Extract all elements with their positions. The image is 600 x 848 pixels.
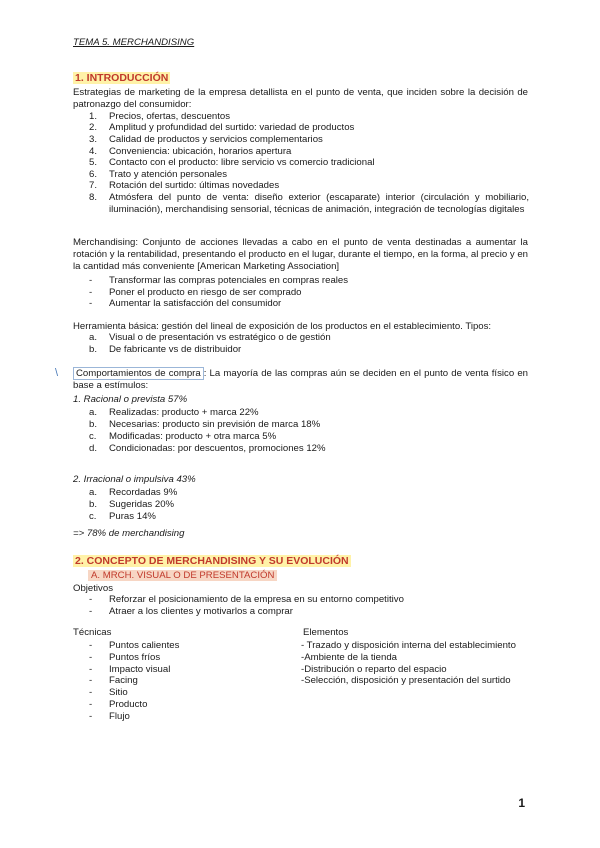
list-item-letter: c. — [89, 511, 97, 522]
dash-bullet: - — [89, 710, 93, 722]
list-item-letter: a. — [89, 487, 98, 498]
conclusion-text: => 78% de merchandising — [73, 528, 185, 539]
list-item-text: Puntos fríos — [109, 651, 161, 663]
list-item-letter: d. — [89, 443, 98, 454]
list-item-text: Rotación del surtido: últimas novedades — [109, 180, 280, 191]
list-item-letter: a. — [89, 407, 98, 418]
list-item-number: 1. — [89, 111, 98, 122]
list-item-text: Modificadas: producto + otra marca 5% — [109, 431, 277, 442]
list-item-text: Sitio — [109, 687, 128, 699]
dash-bullet: - — [89, 286, 93, 298]
list-item-text: Impacto visual — [109, 663, 171, 675]
tool-paragraph: Herramienta básica: gestión del lineal de exposición de los productos en el establecimiento. Tipos: — [73, 321, 492, 332]
irrational-label: 2. Irracional o impulsiva 43% — [73, 474, 196, 485]
list-item-number: 5. — [89, 157, 98, 168]
comment-marker-icon[interactable]: \ — [55, 367, 59, 379]
document-title: TEMA 5. MERCHANDISING — [73, 37, 195, 48]
list-item-text: Transformar las compras potenciales en compras reales — [109, 275, 349, 286]
rational-label: 1. Racional o prevista 57% — [73, 394, 188, 405]
list-item-text: Aumentar la satisfacción del consumidor — [109, 298, 282, 309]
list-item-text: Puntos calientes — [109, 640, 180, 651]
list-item-text: Necesarias: producto sin previsión de marca 18% — [109, 419, 321, 430]
list-item-text: Atmósfera del punto de venta: diseño exterior (escaparate) interior (circulación y mobiliario, iluminación), merchandising sensorial, técnicas de animación, integración de tecnologías digitales — [109, 192, 529, 215]
list-item-text: Atraer a los clientes y motivarlos a comprar — [109, 606, 293, 617]
element-item: -Ambiente de la tienda — [301, 651, 397, 663]
dash-bullet: - — [89, 275, 93, 286]
list-item-text: Facing — [109, 675, 138, 687]
purchase-behaviour-label[interactable]: Comportamientos de compra — [73, 367, 204, 380]
list-item-letter: b. — [89, 419, 98, 430]
list-item-text: Recordadas 9% — [109, 487, 178, 498]
list-item-text: Sugeridas 20% — [109, 499, 175, 510]
list-item-text: Condicionadas: por descuentos, promociones 12% — [109, 443, 326, 454]
list-item-text: Trato y atención personales — [109, 169, 228, 180]
list-item-number: 3. — [89, 134, 98, 145]
list-item-text: Realizadas: producto + marca 22% — [109, 407, 259, 418]
objectives-label: Objetivos — [73, 583, 113, 594]
dash-bullet: - — [89, 651, 93, 663]
list-item-text: Flujo — [109, 710, 130, 722]
list-item-text: Visual o de presentación vs estratégico o de gestión — [109, 332, 331, 343]
list-item-text: Amplitud y profundidad del surtido: variedad de productos — [109, 122, 355, 133]
element-item: - Trazado y disposición interna del establecimiento — [301, 640, 516, 651]
list-item-letter: a. — [89, 332, 98, 343]
elements-label: Elementos — [303, 627, 349, 638]
list-item-text: De fabricante vs de distribuidor — [109, 344, 242, 355]
element-item: -Selección, disposición y presentación del surtido — [301, 675, 511, 687]
list-item-text: Calidad de productos y servicios complementarios — [109, 134, 323, 145]
dash-bullet: - — [89, 663, 93, 675]
list-item-letter: b. — [89, 344, 98, 355]
list-item-number: 6. — [89, 169, 98, 180]
list-item-text: Reforzar el posicionamiento de la empresa en su entorno competitivo — [109, 594, 404, 605]
section-1-heading: 1. INTRODUCCIÓN — [75, 72, 169, 84]
intro-paragraph: Estrategias de marketing de la empresa detallista en el punto de venta, que inciden sobre la decisión de patronazgo del consumidor: — [73, 87, 528, 110]
list-item-text: Poner el producto en riesgo de ser comprado — [109, 286, 302, 298]
section-2-heading: 2. CONCEPTO DE MERCHANDISING Y SU EVOLUCIÓN — [75, 555, 349, 567]
dash-bullet: - — [89, 675, 93, 687]
dash-bullet: - — [89, 687, 93, 699]
dash-bullet: - — [89, 606, 93, 617]
dash-bullet: - — [89, 699, 93, 710]
list-item-number: 8. — [89, 192, 98, 203]
merchandising-definition: Merchandising: Conjunto de acciones llevadas a cabo en el punto de venta destinadas a aumentar la rotación y la rentabilidad, presentando el producto en el lugar, durante el tiempo, en la forma, al precio y en la cantidad más conveniente [American Marketing Association] — [73, 237, 528, 272]
list-item-letter: c. — [89, 431, 97, 442]
element-item: -Distribución o reparto del espacio — [301, 663, 447, 675]
list-item-number: 4. — [89, 146, 98, 157]
page-number: 1 — [518, 796, 525, 810]
subsection-a-heading: A. MRCH. VISUAL O DE PRESENTACIÓN — [88, 570, 277, 581]
purchase-behaviour-text: : La mayoría de las compras aún se deciden en el punto de venta físico en base a estímulos: — [73, 368, 528, 391]
list-item-text: Producto — [109, 699, 148, 710]
list-item-text: Puras 14% — [109, 511, 156, 522]
dash-bullet: - — [89, 298, 93, 309]
dash-bullet: - — [89, 594, 93, 605]
list-item-letter: b. — [89, 499, 98, 510]
dash-bullet: - — [89, 640, 93, 651]
list-item-number: 2. — [89, 122, 98, 133]
list-item-text: Conveniencia: ubicación, horarios apertura — [109, 146, 292, 157]
techniques-label: Técnicas — [73, 627, 112, 638]
list-item-text: Contacto con el producto: libre servicio vs comercio tradicional — [109, 157, 375, 168]
list-item-number: 7. — [89, 180, 98, 191]
list-item-text: Precios, ofertas, descuentos — [109, 111, 231, 122]
purchase-behaviour-paragraph — [73, 368, 528, 392]
